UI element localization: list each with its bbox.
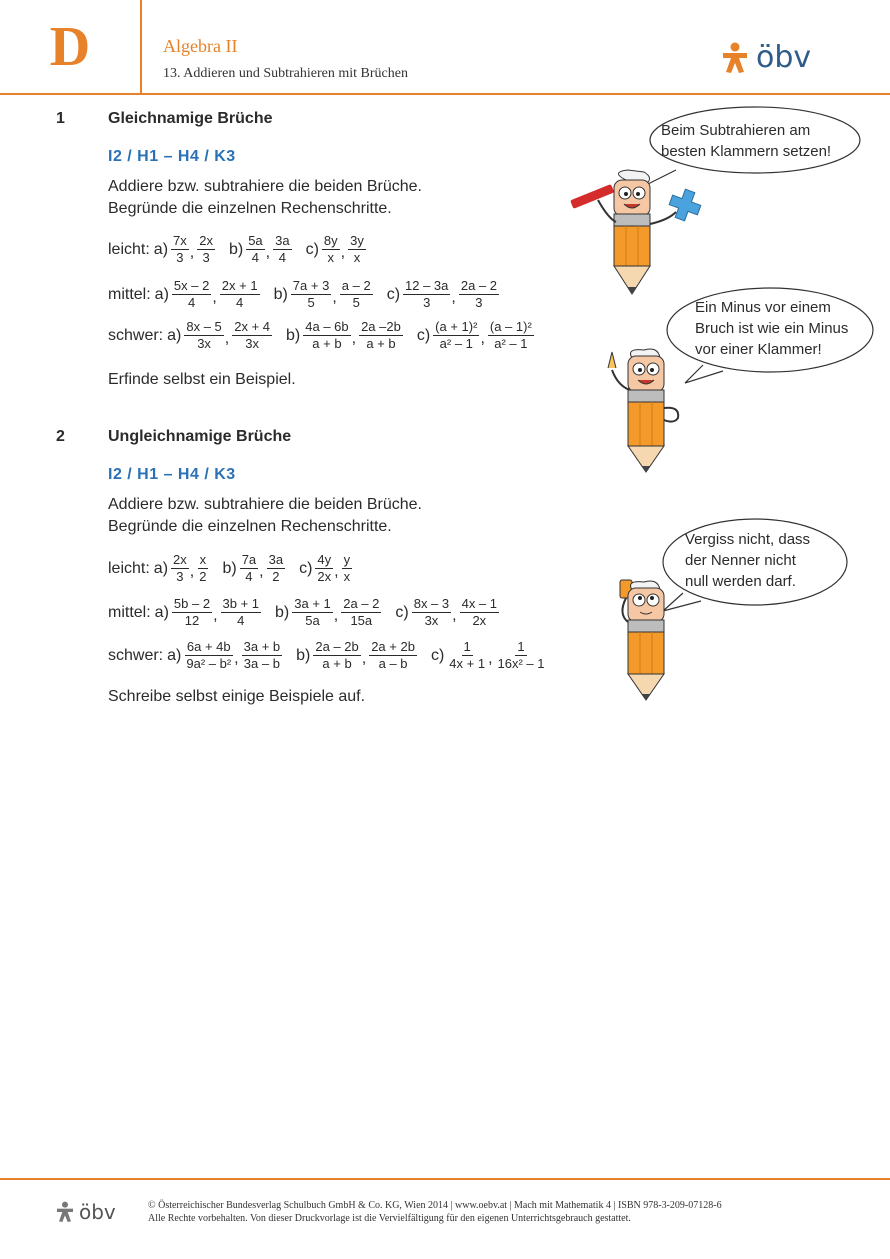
bubble-1-text xyxy=(661,120,831,162)
fraction xyxy=(322,234,340,265)
fraction xyxy=(313,640,360,671)
denominator: 3 xyxy=(176,250,184,265)
brand-star-icon xyxy=(720,42,750,74)
exercise-1-code: I2 / H1 – H4 / K3 xyxy=(108,148,236,165)
fraction xyxy=(459,279,499,310)
page-subtitle: 13. Addieren und Subtrahieren mit Brüchen xyxy=(163,66,408,81)
comma: , xyxy=(213,606,218,624)
brand-logo xyxy=(720,40,811,75)
bubble-3-text xyxy=(685,529,810,592)
bubble-line: Beim Subtrahieren am xyxy=(661,122,811,139)
subtask-label: b) xyxy=(275,603,290,621)
comma: , xyxy=(452,606,457,624)
denominator: 3 xyxy=(475,295,483,310)
numerator: 1 xyxy=(463,639,471,654)
denominator: x xyxy=(327,250,335,265)
numerator: 6a + 4b xyxy=(186,639,231,654)
comma: , xyxy=(451,288,456,306)
numerator: 2x + 4 xyxy=(234,319,271,334)
denominator: 15a xyxy=(350,613,373,628)
denominator: 2x xyxy=(317,569,332,584)
subtask-label: a) xyxy=(153,559,169,577)
bubble-line: besten Klammern setzen! xyxy=(661,143,832,160)
numerator: 2x xyxy=(199,233,213,248)
fraction xyxy=(342,553,353,584)
comma: , xyxy=(334,562,339,580)
denominator: 3 xyxy=(202,250,210,265)
numerator: 4a – 6b xyxy=(305,319,349,334)
comma: , xyxy=(259,562,264,580)
fraction xyxy=(348,234,366,265)
denominator: a² – 1 xyxy=(439,336,473,351)
subtask-label: c) xyxy=(395,603,409,621)
header-divider xyxy=(140,0,142,94)
numerator: 5x – 2 xyxy=(173,278,210,293)
numerator: 8y xyxy=(323,233,338,248)
numerator: 1 xyxy=(517,639,525,654)
exercise-row xyxy=(108,553,352,584)
exercise-row xyxy=(108,597,499,628)
subtask-label: c) xyxy=(416,326,431,344)
comma: , xyxy=(234,649,239,667)
numerator: 3a xyxy=(275,233,290,248)
numerator: a – 2 xyxy=(341,278,371,293)
fraction xyxy=(315,553,333,584)
bubble-line: Ein Minus vor einem xyxy=(695,299,831,316)
bubble-line: der Nenner nicht xyxy=(685,552,796,569)
fraction xyxy=(412,597,451,628)
denominator: 3 xyxy=(423,295,431,310)
numerator: 7a xyxy=(241,552,257,567)
denominator: x xyxy=(343,569,351,584)
numerator: x xyxy=(199,552,207,567)
footer-brand-text: öbv xyxy=(79,1200,116,1224)
subtask-label: c) xyxy=(386,285,401,303)
numerator: 2a + 2b xyxy=(371,639,415,654)
exercise-2-note: Schreibe selbst einige Beispiele auf. xyxy=(108,688,366,705)
fraction xyxy=(496,640,547,671)
fraction xyxy=(303,320,350,351)
difficulty-label: leicht: xyxy=(108,240,150,258)
exercise-2-code: I2 / H1 – H4 / K3 xyxy=(108,466,236,483)
comma: , xyxy=(332,288,337,306)
comma: , xyxy=(212,288,217,306)
header-rule xyxy=(0,93,890,95)
comma: , xyxy=(224,329,230,347)
numerator: 4y xyxy=(317,552,332,567)
instruction-line: Begründe die einzelnen Rechenschritte. xyxy=(108,518,392,535)
numerator: 5a xyxy=(248,233,263,248)
brand-star-icon xyxy=(55,1201,75,1223)
exercise-1-note: Erfinde selbst ein Beispiel. xyxy=(108,371,296,388)
numerator: 2a – 2 xyxy=(343,596,380,611)
denominator: 2 xyxy=(272,569,280,584)
denominator: 5 xyxy=(307,295,315,310)
bubble-line: vor einer Klammer! xyxy=(695,341,822,358)
fraction xyxy=(172,279,211,310)
fraction xyxy=(433,320,479,351)
denominator: 4 xyxy=(251,250,260,265)
exercise-1-instruction xyxy=(108,176,422,220)
denominator: 3a – b xyxy=(243,656,280,671)
denominator: a – b xyxy=(378,656,408,671)
pencil-mascot-1 xyxy=(568,168,713,298)
denominator: 3x xyxy=(245,336,259,351)
pencil-mascot-2 xyxy=(596,346,696,476)
fraction xyxy=(171,234,189,265)
numerator: 3a + 1 xyxy=(294,596,331,611)
footer-rule xyxy=(0,1178,890,1180)
denominator: a + b xyxy=(366,336,396,351)
fraction xyxy=(447,640,487,671)
denominator: 4 xyxy=(237,613,245,628)
comma: , xyxy=(480,329,485,347)
instruction-line: Addiere bzw. subtrahiere die beiden Brüche. xyxy=(108,178,422,195)
fraction xyxy=(197,553,208,584)
fraction xyxy=(291,279,332,310)
difficulty-label: mittel: xyxy=(108,285,151,303)
footer-copyright: © Österreichischer Bundesverlag Schulbuch GmbH & Co. KG, Wien 2014 | www.oebv.at | Mach mit Mathematik 4 | ISBN 978-3-209-07128-6 xyxy=(148,1200,722,1211)
subtask-label: a) xyxy=(167,646,182,664)
fraction xyxy=(403,279,450,310)
difficulty-label: leicht: xyxy=(108,559,150,577)
subtask-label: a) xyxy=(153,240,169,258)
fraction xyxy=(171,553,189,584)
denominator: 16x² – 1 xyxy=(497,656,545,671)
fraction xyxy=(220,279,260,310)
bubble-line: null werden darf. xyxy=(685,573,796,590)
denominator: 2x xyxy=(472,613,487,628)
denominator: 3x xyxy=(424,613,439,628)
comma: , xyxy=(333,606,339,624)
denominator: 4x + 1 xyxy=(449,656,486,671)
footer-rights: Alle Rechte vorbehalten. Von dieser Druckvorlage ist die Vervielfältigung für den eigenen Unterrichtsgebrauch gestattet. xyxy=(148,1213,631,1224)
fraction xyxy=(184,320,223,351)
numerator: 7x xyxy=(173,233,187,248)
subtask-label: c) xyxy=(299,559,313,577)
subtask-label: c) xyxy=(305,240,319,258)
denominator: 9a² – b² xyxy=(186,656,232,671)
fraction xyxy=(359,320,403,351)
exercise-1-title: Gleichnamige Brüche xyxy=(108,110,273,127)
subtask-label: b) xyxy=(273,285,288,303)
page-title: Algebra II xyxy=(163,36,238,56)
numerator: 12 – 3a xyxy=(405,278,449,293)
numerator: 2x xyxy=(173,552,187,567)
subtask-label: c) xyxy=(430,646,445,664)
denominator: 3x xyxy=(197,336,211,351)
exercise-row xyxy=(108,279,499,310)
fraction xyxy=(341,597,381,628)
numerator: 8x – 5 xyxy=(186,319,222,334)
exercise-1-number: 1 xyxy=(56,110,65,127)
bubble-line: Bruch ist wie ein Minus xyxy=(695,320,849,337)
fraction xyxy=(232,320,272,351)
fraction xyxy=(240,553,258,584)
numerator: 3y xyxy=(350,233,364,248)
denominator: 5 xyxy=(352,295,360,310)
comma: , xyxy=(340,243,346,261)
fraction xyxy=(267,553,285,584)
difficulty-label: schwer: xyxy=(108,326,164,344)
footer-brand-logo xyxy=(55,1200,116,1224)
denominator: 5a xyxy=(305,613,320,628)
difficulty-label: schwer: xyxy=(108,646,164,664)
subtask-label: b) xyxy=(296,646,311,664)
numerator: 3a + b xyxy=(243,639,281,654)
numerator: 4x – 1 xyxy=(461,596,498,611)
numerator: 2a – 2b xyxy=(315,639,359,654)
fraction xyxy=(184,640,233,671)
subtask-label: b) xyxy=(222,559,237,577)
fraction xyxy=(488,320,534,351)
numerator: 3b + 1 xyxy=(222,596,260,611)
pencil-mascot-3 xyxy=(596,576,696,704)
brand-text: öbv xyxy=(756,40,812,75)
exercise-row xyxy=(108,320,534,351)
exercise-2-title: Ungleichnamige Brüche xyxy=(108,428,292,445)
numerator: (a – 1)² xyxy=(489,319,532,334)
fraction xyxy=(460,597,499,628)
fraction xyxy=(246,234,264,265)
fraction xyxy=(340,279,373,310)
chapter-letter: D xyxy=(49,16,91,78)
denominator: 12 xyxy=(184,613,200,628)
subtask-label: b) xyxy=(228,240,244,258)
denominator: 4 xyxy=(245,569,253,584)
denominator: x xyxy=(353,250,361,265)
subtask-label: a) xyxy=(167,326,182,344)
numerator: 3a xyxy=(268,552,284,567)
comma: , xyxy=(265,243,271,261)
fraction xyxy=(242,640,283,671)
comma: , xyxy=(488,649,493,667)
exercise-2-instruction xyxy=(108,494,422,538)
numerator: 2a –2b xyxy=(361,319,401,334)
numerator: y xyxy=(343,552,351,567)
numerator: (a + 1)² xyxy=(435,319,478,334)
denominator: 2 xyxy=(199,569,207,584)
numerator: 2a – 2 xyxy=(460,278,497,293)
comma: , xyxy=(189,243,195,261)
comma: , xyxy=(351,329,357,347)
denominator: 4 xyxy=(278,250,286,265)
fraction xyxy=(292,597,333,628)
exercise-row xyxy=(108,234,366,265)
comma: , xyxy=(189,562,195,580)
denominator: 4 xyxy=(236,295,244,310)
numerator: 2x + 1 xyxy=(221,278,258,293)
exercise-row xyxy=(108,640,547,671)
denominator: a² – 1 xyxy=(494,336,528,351)
comma: , xyxy=(361,649,367,667)
instruction-line: Addiere bzw. subtrahiere die beiden Brüche. xyxy=(108,496,422,513)
instruction-line: Begründe die einzelnen Rechenschritte. xyxy=(108,200,392,217)
difficulty-label: mittel: xyxy=(108,603,151,621)
subtask-label: b) xyxy=(286,326,301,344)
fraction xyxy=(369,640,417,671)
bubble-2-text xyxy=(695,297,848,360)
numerator: 7a + 3 xyxy=(292,278,330,293)
exercise-2-number: 2 xyxy=(56,428,65,445)
fraction xyxy=(273,234,291,265)
denominator: 4 xyxy=(188,295,196,310)
subtask-label: a) xyxy=(154,603,169,621)
fraction xyxy=(172,597,212,628)
subtask-label: a) xyxy=(154,285,169,303)
denominator: a + b xyxy=(322,656,352,671)
fraction xyxy=(197,234,215,265)
numerator: 5b – 2 xyxy=(173,596,211,611)
fraction xyxy=(221,597,262,628)
bubble-line: Vergiss nicht, dass xyxy=(685,531,811,548)
numerator: 8x – 3 xyxy=(413,596,450,611)
denominator: 3 xyxy=(176,569,184,584)
denominator: a + b xyxy=(312,336,342,351)
